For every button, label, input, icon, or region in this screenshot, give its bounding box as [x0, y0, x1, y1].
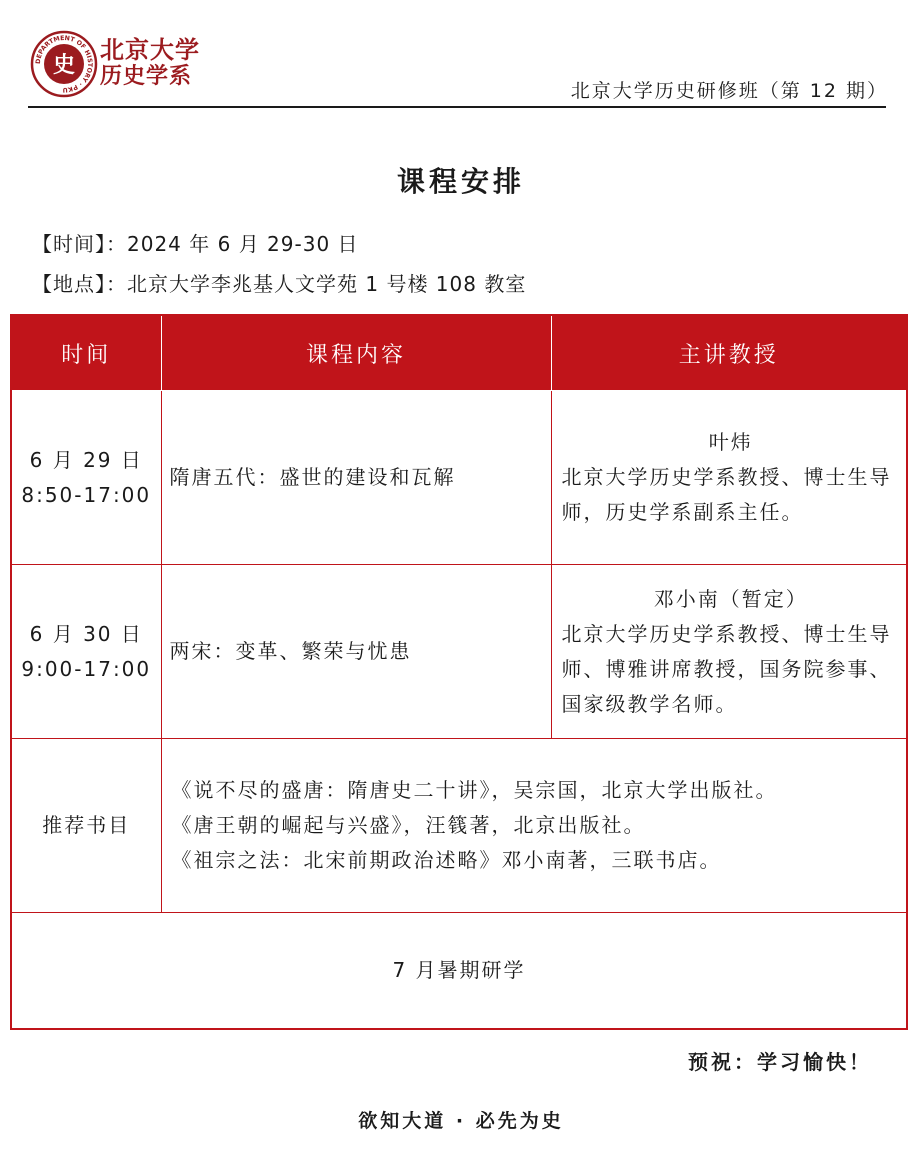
svg-text:史: 史: [52, 52, 76, 78]
session-date: 6 月 29 日: [29, 447, 143, 472]
header-divider: [28, 106, 886, 108]
professor-name: 邓小南（暂定）: [653, 586, 808, 611]
book-item: 《说不尽的盛唐：隋唐史二十讲》，吴宗国，北京大学出版社。: [171, 778, 778, 802]
summer-study-note: 7 月暑期研学: [11, 913, 907, 1029]
table-row: [11, 565, 907, 739]
department-seal-logo-icon: [30, 30, 98, 98]
professor-cell: [551, 391, 907, 565]
session-time-cell: [11, 391, 161, 565]
course-title: 隋唐五代：盛世的建设和瓦解: [161, 391, 551, 565]
column-header-course: 课程内容: [161, 315, 551, 391]
recommended-books-cell: [161, 739, 907, 913]
session-hours: 9:00-17:00: [21, 656, 152, 681]
course-title: 两宋：变革、繁荣与忧患: [161, 565, 551, 739]
table-row: [11, 391, 907, 565]
column-header-professor: 主讲教授: [551, 315, 907, 391]
book-item: 《唐王朝的崛起与兴盛》，汪篯著，北京出版社。: [171, 813, 646, 837]
table-row: [11, 913, 907, 1029]
professor-cell: [551, 565, 907, 739]
program-title: 北京大学历史研修班（第 12 期）: [570, 80, 888, 102]
page-title: 课程安排: [396, 165, 525, 198]
event-time: 【时间】：2024 年 6 月 29-30 日: [32, 232, 359, 256]
table-row: [11, 739, 907, 913]
professor-description: 北京大学历史学系教授、博士生导师、博雅讲席教授，国务院参事、国家级教学名师。: [561, 621, 892, 716]
department-motto: 欲知大道 · 必先为史: [358, 1110, 564, 1132]
logo-department-name: 历史学系: [100, 62, 193, 89]
department-logo-text: [100, 36, 200, 89]
professor-description: 北京大学历史学系教授、博士生导师，历史学系副系主任。: [561, 465, 892, 524]
book-item: 《祖宗之法：北宋前期政治述略》邓小南著，三联书店。: [171, 848, 722, 872]
table-header-row: [11, 315, 907, 391]
schedule-table: [10, 314, 908, 1030]
session-date: 6 月 30 日: [29, 621, 143, 646]
column-header-time: 时间: [11, 315, 161, 391]
books-label: 推荐书目: [11, 739, 161, 913]
event-location: 【地点】：北京大学李兆基人文学苑 1 号楼 108 教室: [32, 272, 527, 296]
session-hours: 8:50-17:00: [21, 482, 152, 507]
closing-wish: 预祝：学习愉快！: [688, 1050, 872, 1074]
professor-name: 叶炜: [708, 430, 753, 454]
svg-text:DEPARTMENT OF HISTORY · PKU: DEPARTMENT OF HISTORY · PKU: [34, 34, 94, 94]
logo-university-name: 北京大学: [100, 35, 200, 64]
page-header: [0, 0, 922, 110]
session-time-cell: [11, 565, 161, 739]
